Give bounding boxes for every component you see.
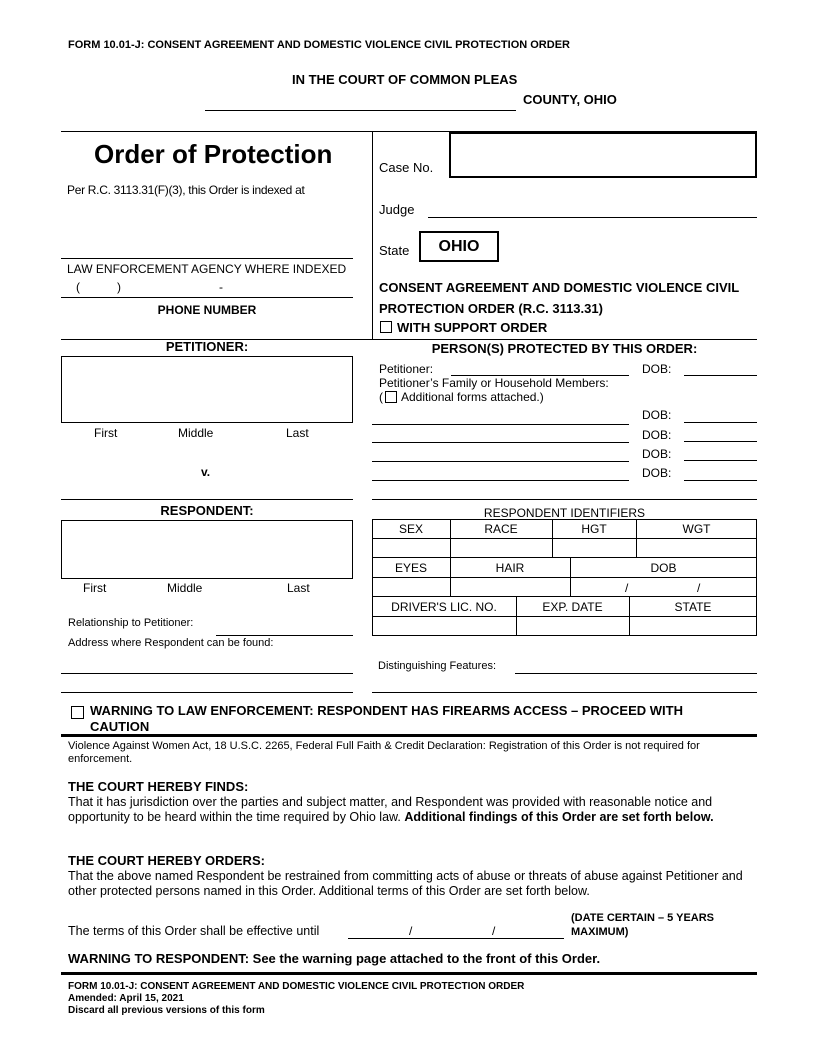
footer-line-1: FORM 10.01-J: CONSENT AGREEMENT AND DOMESTIC VIOLENCE CIVIL PROTECTION ORDER <box>68 981 525 992</box>
petitioner-dob-line[interactable] <box>684 375 757 376</box>
member-4-name-line[interactable] <box>372 480 629 481</box>
respondent-rule-right <box>372 499 757 500</box>
vawa-declaration: Violence Against Women Act, 18 U.S.C. 2265, Federal Full Faith & Credit Declaration: Registration of this Order is not required for enforcement. <box>68 740 700 765</box>
eyes-header: EYES <box>394 561 427 575</box>
address-line-2[interactable] <box>61 692 353 693</box>
exp-date-input[interactable] <box>517 617 628 635</box>
address-line-1[interactable] <box>61 673 353 674</box>
hair-header: HAIR <box>495 561 525 575</box>
member-1-dob-line[interactable] <box>684 422 757 423</box>
effective-label: The terms of this Order shall be effective until <box>68 924 320 938</box>
hair-input[interactable] <box>451 578 569 595</box>
finds-heading: THE COURT HEREBY FINDS: <box>68 779 249 794</box>
id-grid-h4 <box>372 596 757 597</box>
effective-sep-2: / <box>492 924 496 938</box>
respondent-first-label: First <box>83 581 107 595</box>
petitioner-first-label: First <box>94 426 118 440</box>
warning-rule <box>61 734 757 737</box>
support-order-label: WITH SUPPORT ORDER <box>397 320 548 335</box>
respondent-name-box[interactable] <box>61 520 353 579</box>
footer <box>68 981 524 1017</box>
judge-label: Judge <box>379 202 415 217</box>
identifiers-heading: RESPONDENT IDENTIFIERS <box>483 506 646 520</box>
warning-to-respondent: WARNING TO RESPONDENT: See the warning page attached to the front of this Order. <box>68 951 601 966</box>
state-label: State <box>379 243 410 258</box>
dob-input[interactable] <box>571 578 756 595</box>
petitioner-last-label: Last <box>286 426 309 440</box>
agency-input-line[interactable] <box>61 258 353 259</box>
dob-separator-1: / <box>625 581 629 595</box>
exp-date-header: EXP. DATE <box>542 600 603 614</box>
phone-close-paren: ) <box>117 280 121 294</box>
support-order-checkbox[interactable] <box>380 321 392 333</box>
member-4-dob-label: DOB: <box>642 466 672 480</box>
id-grid-h2 <box>372 557 757 558</box>
finds-body <box>68 795 758 825</box>
finds-bold-text: Additional findings of this Order are set forth below. <box>404 810 714 824</box>
petitioner-heading: PETITIONER: <box>165 339 249 354</box>
case-no-input[interactable] <box>449 132 757 178</box>
race-input[interactable] <box>451 539 551 556</box>
respondent-last-label: Last <box>287 581 310 595</box>
height-input[interactable] <box>553 539 635 556</box>
footer-line-3: Discard all previous versions of this form <box>68 1005 265 1016</box>
distinguishing-line-2[interactable] <box>372 692 757 693</box>
sex-input[interactable] <box>373 539 449 556</box>
firearms-warning: WARNING TO LAW ENFORCEMENT: RESPONDENT HAS FIREARMS ACCESS – PROCEED WITH CAUTION <box>90 703 683 734</box>
orders-heading: THE COURT HEREBY ORDERS: <box>68 853 265 868</box>
license-input[interactable] <box>373 617 515 635</box>
respondent-heading: RESPONDENT: <box>160 503 254 518</box>
additional-open-paren: ( <box>379 390 383 404</box>
caption-divider <box>372 131 373 339</box>
petitioner-dob-label: DOB: <box>642 362 672 376</box>
effective-sep-1: / <box>409 924 413 938</box>
member-1-name-line[interactable] <box>372 424 629 425</box>
relationship-input-line[interactable] <box>216 635 353 636</box>
judge-input-line[interactable] <box>428 217 757 218</box>
county-label: COUNTY, OHIO <box>523 92 617 107</box>
phone-input-line[interactable] <box>61 297 353 298</box>
petitioner-name-box[interactable] <box>61 356 353 423</box>
member-3-dob-label: DOB: <box>642 447 672 461</box>
height-header: HGT <box>581 522 607 536</box>
protected-heading: PERSON(S) PROTECTED BY THIS ORDER: <box>431 341 698 356</box>
weight-input[interactable] <box>637 539 756 556</box>
state-value-box: OHIO <box>419 231 499 262</box>
firearms-warning-checkbox[interactable] <box>71 706 84 719</box>
member-3-dob-line[interactable] <box>684 460 757 461</box>
petitioner-field-label: Petitioner: <box>379 362 434 376</box>
license-state-header: STATE <box>674 600 712 614</box>
weight-header: WGT <box>682 522 711 536</box>
footer-rule <box>61 972 757 975</box>
indexed-note: Per R.C. 3113.31(F)(3), this Order is indexed at <box>67 183 305 197</box>
effective-date-input[interactable] <box>348 938 564 939</box>
member-2-dob-label: DOB: <box>642 428 672 442</box>
case-no-label: Case No. <box>379 160 434 175</box>
petitioner-middle-label: Middle <box>178 426 214 440</box>
effective-note: (DATE CERTAIN – 5 YEARS MAXIMUM) <box>571 912 715 938</box>
member-2-name-line[interactable] <box>372 442 629 443</box>
distinguishing-label: Distinguishing Features: <box>378 660 497 672</box>
additional-forms-label: Additional forms attached.) <box>401 390 544 404</box>
form-title: FORM 10.01-J: CONSENT AGREEMENT AND DOMESTIC VIOLENCE CIVIL PROTECTION ORDER <box>68 39 570 51</box>
race-header: RACE <box>484 522 518 536</box>
orders-body: That the above named Respondent be restrained from committing acts of abuse or threats of abuse against Petitioner and other protected persons named in this Order. Additional terms of this Order are set forth below. <box>68 869 743 898</box>
member-4-dob-line[interactable] <box>684 480 757 481</box>
dob-separator-2: / <box>697 581 701 595</box>
versus-label: v. <box>201 465 211 479</box>
phone-dash: - <box>219 280 223 294</box>
respondent-rule-left <box>61 499 353 500</box>
footer-line-2: Amended: April 15, 2021 <box>68 993 184 1004</box>
phone-label: PHONE NUMBER <box>157 303 257 317</box>
county-input-line[interactable] <box>205 110 516 111</box>
order-title: Order of Protection <box>94 139 333 169</box>
court-name: IN THE COURT OF COMMON PLEAS <box>292 72 518 87</box>
respondent-middle-label: Middle <box>167 581 203 595</box>
license-state-input[interactable] <box>630 617 756 635</box>
sex-header: SEX <box>398 522 423 536</box>
member-3-name-line[interactable] <box>372 461 629 462</box>
caption-line-1: CONSENT AGREEMENT AND DOMESTIC VIOLENCE CIVIL <box>379 280 740 295</box>
phone-open-paren: ( <box>76 280 80 294</box>
law-enforcement-label: LAW ENFORCEMENT AGENCY WHERE INDEXED <box>67 262 347 276</box>
address-label: Address where Respondent can be found: <box>68 637 274 649</box>
family-members-label: Petitioner’s Family or Household Members: <box>379 376 609 390</box>
member-1-dob-label: DOB: <box>642 408 672 422</box>
license-header: DRIVER'S LIC. NO. <box>391 600 497 614</box>
member-2-dob-line[interactable] <box>684 441 757 442</box>
distinguishing-line-1[interactable] <box>515 673 757 674</box>
dob-header: DOB <box>650 561 677 575</box>
finds-text: That it has jurisdiction over the parties and subject matter, and Respondent was provided with reasonable notice and opportunity to be heard within the time required by Ohio law. <box>68 795 713 824</box>
caption-line-2: PROTECTION ORDER (R.C. 3113.31) <box>379 301 603 316</box>
relationship-label: Relationship to Petitioner: <box>68 617 194 629</box>
eyes-input[interactable] <box>373 578 449 595</box>
additional-forms-checkbox[interactable] <box>385 391 397 403</box>
